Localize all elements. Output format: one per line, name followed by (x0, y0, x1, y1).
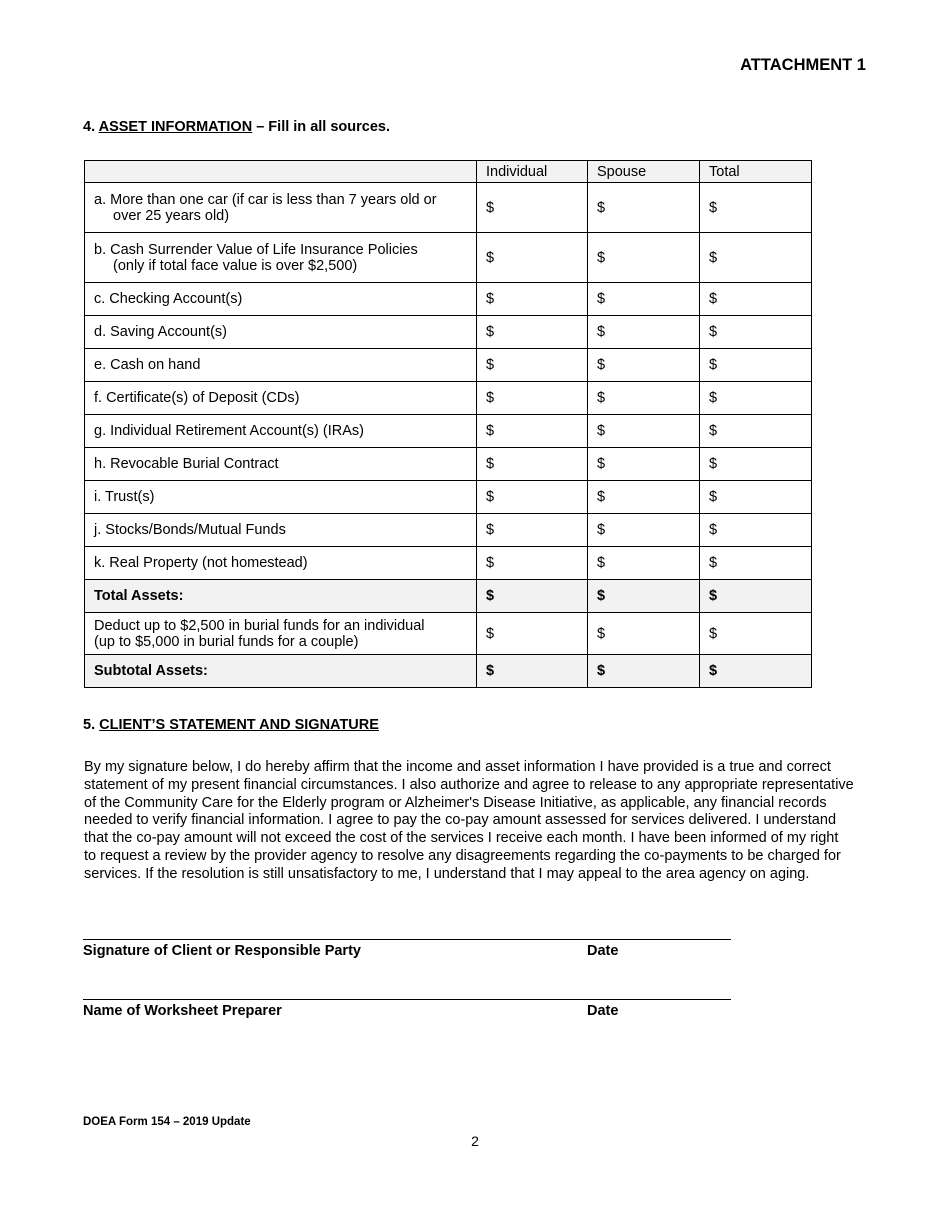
spouse-field[interactable]: $ (588, 580, 700, 613)
spouse-field[interactable]: $ (588, 415, 700, 448)
row-label (85, 183, 477, 233)
section-4-heading (83, 119, 390, 135)
total-field[interactable]: $ (700, 514, 812, 547)
row-label (85, 613, 477, 655)
row-label: f. Certificate(s) of Deposit (CDs) (85, 382, 477, 415)
section-5-title: CLIENT’S STATEMENT AND SIGNATURE (99, 717, 379, 733)
table-row (85, 183, 812, 233)
spouse-field[interactable]: $ (588, 316, 700, 349)
attachment-label: ATTACHMENT 1 (740, 56, 866, 74)
row-label-line2: (up to $5,000 in burial funds for a couple) (94, 633, 359, 650)
row-label: e. Cash on hand (85, 349, 477, 382)
row-label: h. Revocable Burial Contract (85, 448, 477, 481)
total-field[interactable]: $ (700, 613, 812, 655)
spouse-field[interactable]: $ (588, 547, 700, 580)
spouse-field[interactable]: $ (588, 448, 700, 481)
section-5-heading (83, 717, 379, 733)
table-row (85, 283, 812, 316)
total-field[interactable]: $ (700, 316, 812, 349)
spouse-field[interactable]: $ (588, 655, 700, 688)
form-footer: DOEA Form 154 – 2019 Update (83, 1116, 251, 1128)
row-label-line1: Deduct up to $2,500 in burial funds for an individual (94, 617, 425, 634)
client-signature-line[interactable] (83, 939, 731, 940)
row-label-line2: over 25 years old) (113, 207, 230, 224)
header-spouse: Spouse (588, 161, 700, 183)
spouse-field[interactable]: $ (588, 514, 700, 547)
individual-field[interactable]: $ (477, 580, 588, 613)
row-label: g. Individual Retirement Account(s) (IRAs) (85, 415, 477, 448)
individual-field[interactable]: $ (477, 283, 588, 316)
total-field[interactable]: $ (700, 349, 812, 382)
table-row (85, 382, 812, 415)
spouse-field[interactable]: $ (588, 349, 700, 382)
total-field[interactable]: $ (700, 382, 812, 415)
total-field[interactable]: $ (700, 233, 812, 283)
row-label: k. Real Property (not homestead) (85, 547, 477, 580)
individual-field[interactable]: $ (477, 415, 588, 448)
table-row (85, 349, 812, 382)
row-label: i. Trust(s) (85, 481, 477, 514)
header-blank (85, 161, 477, 183)
spouse-field[interactable]: $ (588, 481, 700, 514)
table-row (85, 316, 812, 349)
row-label (85, 233, 477, 283)
section-5-number: 5. (83, 717, 96, 733)
total-field[interactable]: $ (700, 481, 812, 514)
total-field[interactable]: $ (700, 547, 812, 580)
client-date-label: Date (587, 943, 619, 959)
row-label: Subtotal Assets: (85, 655, 477, 688)
preparer-date-label: Date (587, 1003, 619, 1019)
preparer-name-line[interactable] (83, 999, 731, 1000)
spouse-field[interactable]: $ (588, 183, 700, 233)
individual-field[interactable]: $ (477, 655, 588, 688)
client-signature-label: Signature of Client or Responsible Party (83, 943, 361, 959)
individual-field[interactable]: $ (477, 613, 588, 655)
section-4-subtitle: – Fill in all sources. (252, 119, 390, 135)
row-label: Total Assets: (85, 580, 477, 613)
individual-field[interactable]: $ (477, 316, 588, 349)
individual-field[interactable]: $ (477, 547, 588, 580)
table-row (85, 514, 812, 547)
row-label-line1: a. More than one car (if car is less than 7 years old or (94, 191, 437, 208)
section-4-title: ASSET INFORMATION (98, 119, 253, 135)
row-label: c. Checking Account(s) (85, 283, 477, 316)
row-label: d. Saving Account(s) (85, 316, 477, 349)
total-field[interactable]: $ (700, 183, 812, 233)
client-statement-paragraph: By my signature below, I do hereby affirm that the income and asset information I have provided is a true and correct statement of my present financial circumstances. I also authorize and agree to release to any appropriate representative of the Community Care for the Elderly program or Alzheimer's Disease Initiative, as applicable, any financial records needed to verify financial information. I agree to pay the co-pay amount assessed for services delivered. I understand that the co-pay amount will not exceed the cost of the services I receive each month. I have been informed of my right to request a review by the provider agency to resolve any disagreements regarding the co-payments to be charged for services. If the resolution is still unsatisfactory to me, I understand that I may appeal to the area agency on aging. (84, 759, 854, 882)
individual-field[interactable]: $ (477, 448, 588, 481)
total-assets-row (85, 580, 812, 613)
individual-field[interactable]: $ (477, 481, 588, 514)
header-individual: Individual (477, 161, 588, 183)
asset-table-header (85, 161, 812, 183)
row-label-line2: (only if total face value is over $2,500) (113, 257, 358, 274)
subtotal-assets-row (85, 655, 812, 688)
individual-field[interactable]: $ (477, 382, 588, 415)
section-4-number: 4. (83, 119, 96, 135)
spouse-field[interactable]: $ (588, 613, 700, 655)
spouse-field[interactable]: $ (588, 283, 700, 316)
row-label-line1: b. Cash Surrender Value of Life Insurance Policies (94, 241, 418, 258)
total-field[interactable]: $ (700, 283, 812, 316)
total-field[interactable]: $ (700, 580, 812, 613)
table-row (85, 547, 812, 580)
table-row (85, 233, 812, 283)
table-row (85, 481, 812, 514)
table-row (85, 448, 812, 481)
page-number: 2 (471, 1133, 479, 1149)
individual-field[interactable]: $ (477, 183, 588, 233)
header-total: Total (700, 161, 812, 183)
burial-deduction-row (85, 613, 812, 655)
total-field[interactable]: $ (700, 415, 812, 448)
individual-field[interactable]: $ (477, 233, 588, 283)
table-row (85, 415, 812, 448)
total-field[interactable]: $ (700, 448, 812, 481)
spouse-field[interactable]: $ (588, 382, 700, 415)
asset-table (84, 160, 812, 688)
individual-field[interactable]: $ (477, 349, 588, 382)
individual-field[interactable]: $ (477, 514, 588, 547)
spouse-field[interactable]: $ (588, 233, 700, 283)
row-label: j. Stocks/Bonds/Mutual Funds (85, 514, 477, 547)
preparer-name-label: Name of Worksheet Preparer (83, 1003, 282, 1019)
total-field[interactable]: $ (700, 655, 812, 688)
